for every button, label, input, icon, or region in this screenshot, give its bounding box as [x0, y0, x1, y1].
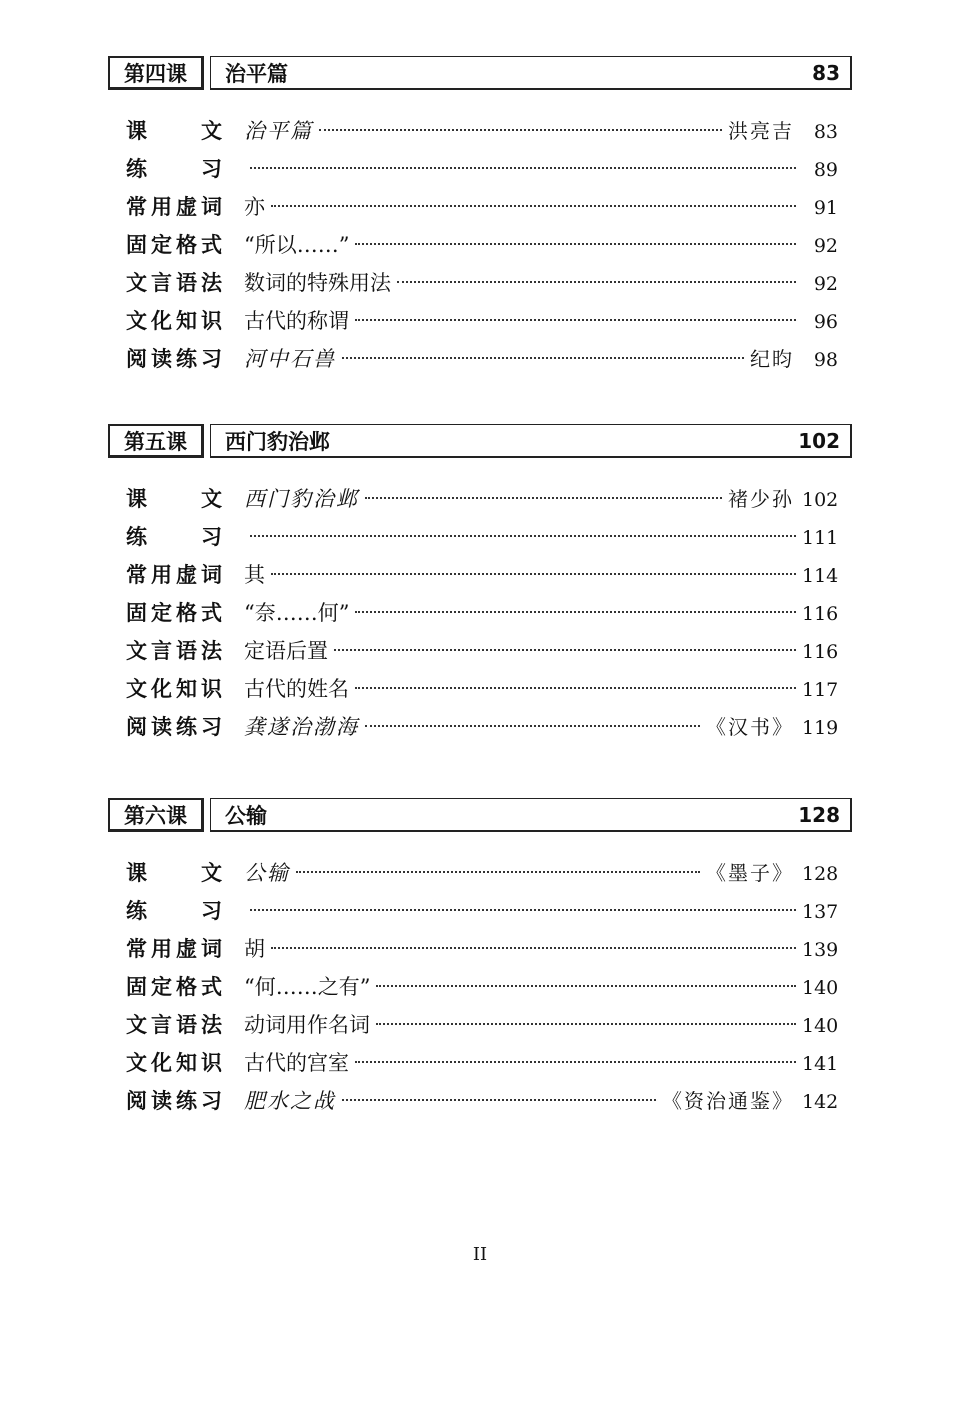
dot-leader — [342, 357, 744, 359]
entry-page-number: 140 — [802, 977, 839, 999]
entry-title: 肥水之战 — [244, 1089, 336, 1113]
entry-page-number: 117 — [802, 679, 839, 701]
toc-entry[interactable] — [126, 968, 838, 1006]
entry-label: 文化知识 — [126, 1051, 222, 1075]
entry-label: 课 文 — [126, 487, 222, 511]
entry-label: 文化知识 — [126, 309, 222, 333]
entry-page-number: 142 — [802, 1091, 839, 1113]
entry-label: 阅读练习 — [126, 347, 222, 371]
entry-title: 定语后置 — [244, 639, 328, 663]
entry-title: “何……之有” — [244, 975, 371, 999]
dot-leader — [319, 129, 722, 131]
lesson-number: 第六课 — [108, 798, 204, 832]
entry-title: 亦 — [244, 195, 265, 219]
toc-entry-list — [108, 112, 852, 378]
entry-label: 课 文 — [126, 861, 222, 885]
entry-label: 课 文 — [126, 119, 222, 143]
entry-title: 胡 — [244, 937, 265, 961]
toc-entry[interactable] — [126, 302, 838, 340]
entry-label: 固定格式 — [126, 233, 222, 257]
dot-leader — [271, 205, 796, 207]
entry-author: 洪亮吉 — [728, 119, 794, 143]
toc-entry[interactable] — [126, 930, 838, 968]
dot-leader — [271, 947, 796, 949]
entry-label: 固定格式 — [126, 601, 222, 625]
lesson-section — [108, 424, 852, 746]
entry-page-number: 89 — [813, 159, 838, 181]
entry-title: “所以……” — [244, 233, 350, 257]
toc-entry[interactable] — [126, 480, 838, 518]
entry-page-number: 92 — [813, 273, 838, 295]
entry-page-number: 83 — [813, 121, 838, 143]
lesson-title-box[interactable] — [210, 56, 852, 90]
entry-title: 古代的宫室 — [244, 1051, 349, 1075]
toc-entry[interactable] — [126, 1044, 838, 1082]
lesson-page-number: 102 — [798, 428, 840, 453]
entry-page-number: 116 — [802, 603, 839, 625]
entry-label: 文化知识 — [126, 677, 222, 701]
entry-page-number: 141 — [802, 1053, 839, 1075]
entry-title: 河中石兽 — [244, 347, 336, 371]
dot-leader — [365, 725, 700, 727]
entry-label: 文言语法 — [126, 1013, 222, 1037]
entry-page-number: 96 — [813, 311, 838, 333]
toc-entry[interactable] — [126, 556, 838, 594]
toc-entry-list — [108, 854, 852, 1120]
toc-entry[interactable] — [126, 854, 838, 892]
dot-leader — [397, 281, 796, 283]
entry-author: 《汉书》 — [706, 715, 794, 739]
entry-page-number: 140 — [802, 1015, 839, 1037]
dot-leader — [355, 1061, 796, 1063]
toc-entry[interactable] — [126, 340, 838, 378]
entry-title: 西门豹治邺 — [244, 487, 359, 511]
toc-entry-list — [108, 480, 852, 746]
entry-page-number: 128 — [802, 863, 839, 885]
entry-title: 其 — [244, 563, 265, 587]
toc-entry[interactable] — [126, 112, 838, 150]
lesson-number: 第五课 — [108, 424, 204, 458]
toc-entry[interactable] — [126, 150, 838, 188]
entry-page-number: 116 — [802, 641, 839, 663]
entry-title: 龚遂治渤海 — [244, 715, 359, 739]
entry-author: 《资治通鉴》 — [662, 1089, 794, 1113]
lesson-title: 公输 — [225, 803, 267, 828]
entry-label: 固定格式 — [126, 975, 222, 999]
toc-entry[interactable] — [126, 1082, 838, 1120]
entry-author: 褚少孙 — [728, 487, 794, 511]
lesson-header — [108, 56, 852, 90]
entry-title: 古代的姓名 — [244, 677, 349, 701]
entry-label: 常用虚词 — [126, 937, 222, 961]
entry-title: 动词用作名词 — [244, 1013, 370, 1037]
toc-entry[interactable] — [126, 632, 838, 670]
dot-leader — [355, 243, 796, 245]
entry-title: 古代的称谓 — [244, 309, 349, 333]
entry-title: 数词的特殊用法 — [244, 271, 391, 295]
dot-leader — [365, 497, 722, 499]
entry-title: 治平篇 — [244, 119, 313, 143]
lesson-section — [108, 56, 852, 378]
dot-leader — [271, 573, 796, 575]
toc-entry[interactable] — [126, 670, 838, 708]
entry-label: 阅读练习 — [126, 1089, 222, 1113]
entry-label: 文言语法 — [126, 271, 222, 295]
toc-entry[interactable] — [126, 1006, 838, 1044]
dot-leader — [250, 909, 796, 911]
entry-page-number: 114 — [802, 565, 839, 587]
entry-page-number: 137 — [802, 901, 839, 923]
entry-page-number: 139 — [802, 939, 839, 961]
entry-label: 常用虚词 — [126, 195, 222, 219]
lesson-header — [108, 424, 852, 458]
toc-entry[interactable] — [126, 594, 838, 632]
lesson-page-number: 128 — [798, 802, 840, 827]
dot-leader — [334, 649, 796, 651]
lesson-title: 治平篇 — [225, 61, 288, 86]
footer-page-number: II — [472, 1244, 488, 1265]
toc-entry[interactable] — [126, 518, 838, 556]
dot-leader — [355, 687, 796, 689]
entry-label: 练 习 — [126, 525, 222, 549]
entry-author: 《墨子》 — [706, 861, 794, 885]
entry-label: 阅读练习 — [126, 715, 222, 739]
entry-title: 公输 — [244, 861, 290, 885]
lesson-title-box[interactable] — [210, 798, 852, 832]
entry-page-number: 102 — [802, 489, 839, 511]
entry-page-number: 98 — [813, 349, 838, 371]
entry-label: 练 习 — [126, 157, 222, 181]
dot-leader — [355, 611, 796, 613]
dot-leader — [342, 1099, 656, 1101]
toc-entry[interactable] — [126, 892, 838, 930]
lesson-section — [108, 798, 852, 1120]
toc-entry[interactable] — [126, 188, 838, 226]
entry-label: 常用虚词 — [126, 563, 222, 587]
dot-leader — [250, 167, 796, 169]
entry-page-number: 92 — [813, 235, 838, 257]
entry-author: 纪昀 — [750, 347, 794, 371]
lesson-title: 西门豹治邺 — [225, 429, 330, 454]
lesson-page-number: 83 — [812, 60, 840, 85]
entry-page-number: 91 — [813, 197, 838, 219]
toc-entry[interactable] — [126, 264, 838, 302]
lesson-number: 第四课 — [108, 56, 204, 90]
toc-entry[interactable] — [126, 708, 838, 746]
dot-leader — [355, 319, 796, 321]
lesson-title-box[interactable] — [210, 424, 852, 458]
entry-label: 练 习 — [126, 899, 222, 923]
entry-page-number: 111 — [802, 527, 839, 549]
lesson-header — [108, 798, 852, 832]
toc-entry[interactable] — [126, 226, 838, 264]
dot-leader — [296, 871, 700, 873]
dot-leader — [376, 1023, 796, 1025]
entry-title: “奈……何” — [244, 601, 350, 625]
entry-page-number: 119 — [802, 717, 839, 739]
entry-label: 文言语法 — [126, 639, 222, 663]
dot-leader — [376, 985, 796, 987]
dot-leader — [250, 535, 796, 537]
